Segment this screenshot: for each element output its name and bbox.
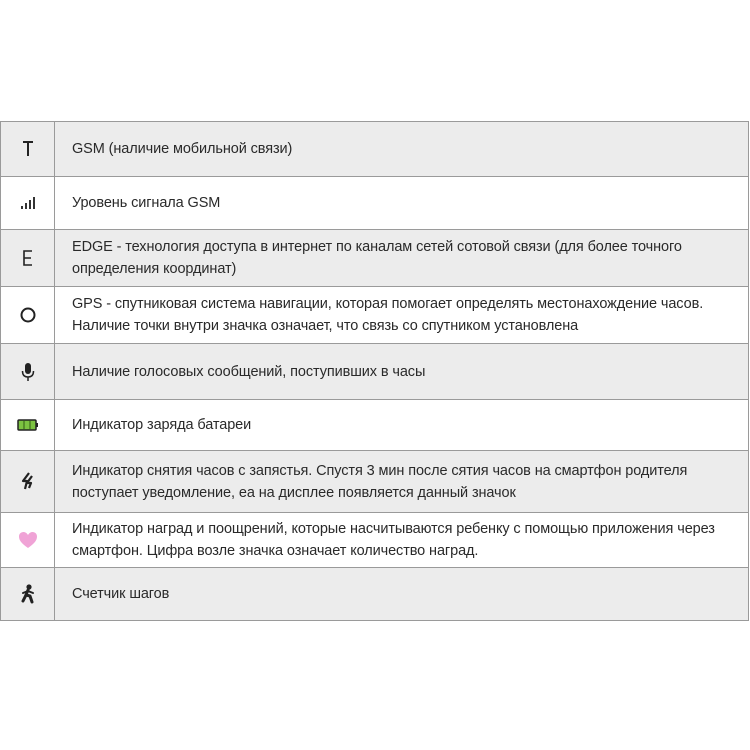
edge-letter-icon [21, 249, 35, 267]
row-description: EDGE - технология доступа в интернет по каналам сетей сотовой связи (для более точного определения координат) [55, 230, 749, 287]
table-row [1, 451, 749, 513]
icon-cell [1, 122, 55, 177]
walking-person-icon [20, 584, 36, 604]
status-icons-legend-table [0, 121, 749, 621]
icon-cell [1, 344, 55, 400]
row-description: Наличие голосовых сообщений, поступивших в часы [55, 344, 749, 400]
battery-icon [17, 418, 39, 432]
row-description: Индикатор заряда батареи [55, 400, 749, 451]
table-row [1, 230, 749, 287]
row-description: GPS - спутниковая система навигации, которая помогает определять местонахождение часов. Наличие точки внутри значка означает, что связь со спутником установлена [55, 287, 749, 344]
wrist-removal-icon [20, 472, 36, 490]
icon-cell [1, 451, 55, 513]
heart-icon [18, 531, 38, 549]
table-row [1, 400, 749, 451]
gps-circle-icon [19, 306, 37, 324]
table-row [1, 568, 749, 621]
icon-cell [1, 568, 55, 621]
table-row [1, 177, 749, 230]
table-row [1, 287, 749, 344]
table-row [1, 513, 749, 568]
row-description: Индикатор снятия часов с запястья. Спустя 3 мин после сятия часов на смартфон родителя поступает уведомление, еа на дисплее появляется данный значок [55, 451, 749, 513]
table-row [1, 122, 749, 177]
icon-cell [1, 513, 55, 568]
signal-bars-icon [20, 196, 36, 210]
row-description: GSM (наличие мобильной связи) [55, 122, 749, 177]
table-row [1, 344, 749, 400]
row-description: Уровень сигнала GSM [55, 177, 749, 230]
gsm-antenna-icon [21, 140, 35, 158]
icon-cell [1, 177, 55, 230]
icon-cell [1, 287, 55, 344]
row-description: Счетчик шагов [55, 568, 749, 621]
icon-cell [1, 400, 55, 451]
microphone-icon [20, 362, 36, 382]
icon-cell [1, 230, 55, 287]
row-description: Индикатор наград и поощрений, которые насчитываются ребенку с помощью приложения через смартфон. Цифра возле значка означает количество наград. [55, 513, 749, 568]
